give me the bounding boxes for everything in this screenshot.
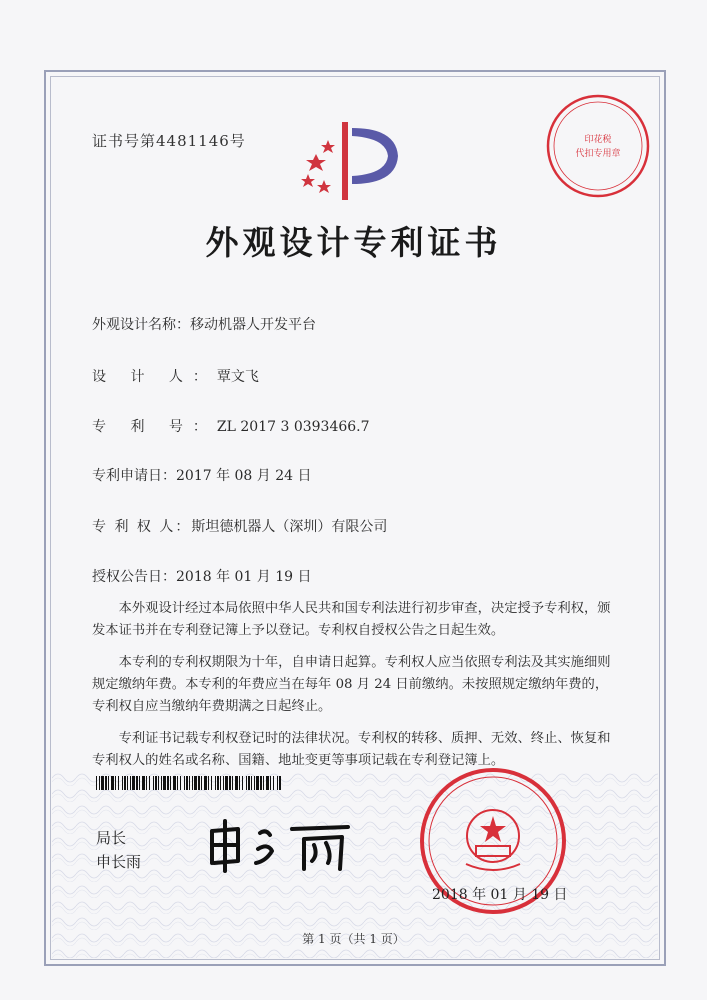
field-value: 2017 年 08 月 24 日	[176, 468, 312, 484]
field-label: 专 利 号：	[92, 419, 217, 435]
field-design-name	[92, 314, 316, 334]
field-value: 斯坦德机器人（深圳）有限公司	[191, 519, 388, 535]
page-indicator: 第 1 页（共 1 页）	[302, 932, 405, 946]
field-patentee	[92, 516, 387, 536]
barcode-icon	[96, 776, 282, 790]
field-label: 授权公告日：	[92, 569, 176, 585]
field-value: 2018 年 01 月 19 日	[176, 569, 312, 585]
field-value: ZL 2017 3 0393466.7	[216, 419, 370, 435]
statement-paragraph: 本专利的专利权期限为十年，自申请日起算。专利权人应当依照专利法及其实施细则规定缴纳年费。本专利的年费应当在每年 08 月 24 日前缴纳。未按照规定缴纳年费的，专利权自应当缴纳年费期满之日起终止。	[92, 655, 611, 714]
document-title: 外观设计专利证书	[205, 223, 502, 262]
certificate-statement	[92, 598, 612, 782]
issue-date: 2018 年 01 月 19 日	[432, 887, 568, 903]
svg-text:代扣专用章: 代扣专用章	[575, 149, 621, 159]
field-value: 覃文飞	[216, 369, 259, 385]
field-label: 专利申请日：	[92, 468, 176, 484]
tax-stamp-seal	[544, 92, 652, 200]
field-label: 外观设计名称：	[92, 317, 190, 333]
field-value: 移动机器人开发平台	[190, 317, 316, 333]
field-label: 专 利 权 人：	[92, 519, 192, 535]
cnipa-logo-icon	[298, 118, 410, 208]
statement-paragraph: 专利证书记载专利权登记时的法律状况。专利权的转移、质押、无效、终止、恢复和专利权人的姓名或名称、国籍、地址变更等事项记载在专利登记簿上。	[92, 731, 611, 768]
director-name: 申长雨	[96, 853, 142, 871]
field-label: 设 计 人：	[92, 369, 217, 385]
certificate-number: 证书号第4481146号	[92, 132, 246, 150]
field-application-date	[92, 465, 312, 485]
field-designer	[92, 366, 259, 386]
field-patent-number	[92, 416, 370, 436]
director-title: 局长	[96, 829, 127, 847]
director-signature	[200, 815, 360, 875]
field-grant-date	[92, 566, 312, 586]
svg-text:印花税: 印花税	[584, 135, 612, 145]
statement-paragraph: 本外观设计经过本局依照中华人民共和国专利法进行初步审查，决定授予专利权，颁发本证书并在专利登记簿上予以登记。专利权自授权公告之日起生效。	[92, 601, 611, 638]
